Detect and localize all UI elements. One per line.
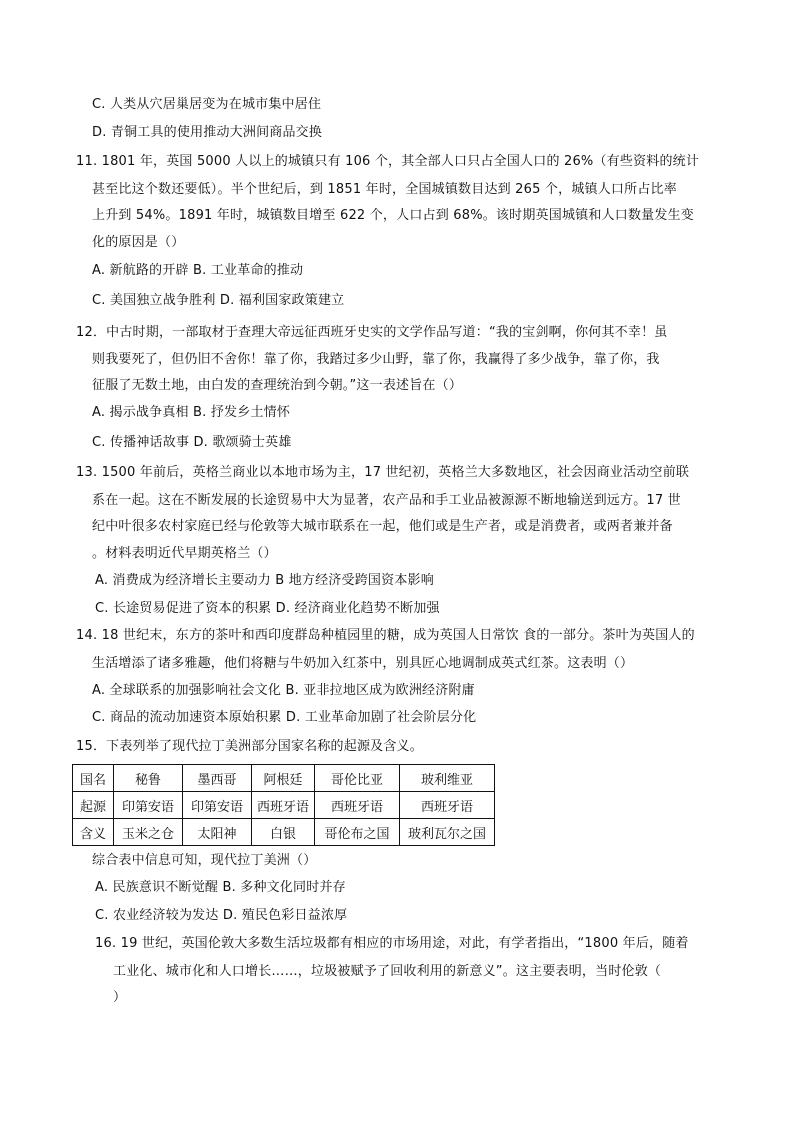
- question-15-options-ab: A. 民族意识不断觉醒 B. 多种文化同时并存: [95, 880, 346, 895]
- table-cell: 西班牙语: [252, 792, 315, 819]
- question-15-text: 综合表中信息可知，现代拉丁美洲（）: [92, 853, 317, 868]
- question-13-text: 13. 1500 年前后，英格兰商业以本地市场为主，17 世纪初，英格兰大多数地区，社会因商业活动空前联: [76, 465, 690, 480]
- question-12-options-ab: A. 揭示战争真相 B. 抒发乡土情怀: [92, 405, 291, 420]
- question-16-text: ）: [113, 990, 127, 1005]
- question-12-text: 征服了无数土地，由白发的查理统治到今朝。”这一表述旨在（）: [92, 378, 463, 393]
- table-cell: 白银: [252, 819, 315, 846]
- question-14-text: 14. 18 世纪末，东方的茶叶和西印度群岛种植园里的糖，成为英国人日常饮 食的一部分。茶叶为英国人的: [76, 628, 695, 643]
- table-cell: 玻利瓦尔之国: [400, 819, 495, 846]
- table-cell: 阿根廷: [252, 765, 315, 792]
- table-cell: 印第安语: [183, 792, 252, 819]
- question-15-text: 15．下表列举了现代拉丁美洲部分国家名称的起源及含义。: [76, 739, 423, 754]
- question-11-text: 11. 1801 年，英国 5000 人以上的城镇只有 106 个，其全部人口只占全国人口的 26%（有些资料的统计: [76, 154, 700, 169]
- question-14-options-cd: C. 商品的流动加速资本原始积累 D. 工业革命加剧了社会阶层分化: [92, 710, 477, 725]
- question-16-text: 16. 19 世纪，英国伦敦大多数生活垃圾都有相应的市场用途，对此，有学者指出，“1800 年后，随着: [95, 936, 689, 951]
- table-row: [73, 819, 495, 846]
- table-cell: 哥伦布之国: [315, 819, 400, 846]
- table-cell: 玻利维亚: [400, 765, 495, 792]
- table-cell: 西班牙语: [400, 792, 495, 819]
- table-row: [73, 792, 495, 819]
- question-11-text: 化的原因是（）: [92, 235, 185, 250]
- table-cell: 哥伦比亚: [315, 765, 400, 792]
- question-11-text: 甚至比这个数还要低）。半个世纪后，到 1851 年时，全国城镇数目达到 265 个，城镇人口所占比率: [92, 182, 677, 197]
- question-14-text: 生活增添了诸多雅趣，他们将糖与牛奶加入红茶中，别具匠心地调制成英式红茶。这表明（）: [92, 656, 634, 671]
- table-cell: 太阳神: [183, 819, 252, 846]
- question-13-options-ab: A. 消费成为经济增长主要动力 B 地方经济受跨国资本影响: [95, 573, 434, 588]
- question-11-text: 上升到 54%。1891 年时，城镇数目增至 622 个，人口占到 68%。该时期英国城镇和人口数量发生变: [92, 208, 694, 223]
- question-12-text: 12．中古时期，一部取材于查理大帝远征西班牙史实的文学作品写道：“我的宝剑啊，你何其不幸！虽: [76, 325, 668, 340]
- question-13-text: 。材料表明近代早期英格兰（）: [92, 546, 277, 561]
- option-c-line: C. 人类从穴居巢居变为在城市集中居住: [92, 97, 322, 112]
- question-11-options-ab: A. 新航路的开辟 B. 工业革命的推动: [92, 263, 304, 278]
- table-cell: 国名: [73, 765, 114, 792]
- question-13-text: 系在一起。这在不断发展的长途贸易中大为显著，农产品和手工业品被源源不断地输送到远方。17 世: [92, 493, 681, 508]
- question-12-options-cd: C. 传播神话故事 D. 歌颂骑士英雄: [92, 435, 292, 450]
- question-13-options-cd: C. 长途贸易促进了资本的积累 D. 经济商业化趋势不断加强: [95, 601, 440, 616]
- question-13-text: 纪中叶很多农村家庭已经与伦敦等大城市联系在一起，他们或是生产者，或是消费者，或两者兼并备: [92, 519, 673, 534]
- table-row: [73, 765, 495, 792]
- question-11-options-cd: C. 美国独立战争胜利 D. 福利国家政策建立: [92, 293, 345, 308]
- country-name-table: [72, 764, 495, 846]
- option-d-line: D. 青铜工具的使用推动大洲间商品交换: [92, 125, 323, 140]
- table-cell: 印第安语: [114, 792, 183, 819]
- question-14-options-ab: A. 全球联系的加强影响社会文化 B. 亚非拉地区成为欧洲经济附庸: [92, 683, 475, 698]
- question-12-text: 则我要死了，但仍旧不舍你！靠了你，我踏过多少山野，靠了你，我赢得了多少战争，靠了你，我: [92, 352, 660, 367]
- table-cell: 西班牙语: [315, 792, 400, 819]
- table-cell: 玉米之仓: [114, 819, 183, 846]
- question-15-options-cd: C. 农业经济较为发达 D. 殖民色彩日益浓厚: [95, 908, 348, 923]
- table-cell: 秘鲁: [114, 765, 183, 792]
- question-16-text: 工业化、城市化和人口增长……，垃圾被赋予了回收利用的新意义”。这主要表明，当时伦敦（: [113, 964, 662, 979]
- table-cell: 含义: [73, 819, 114, 846]
- table-cell: 起源: [73, 792, 114, 819]
- table-cell: 墨西哥: [183, 765, 252, 792]
